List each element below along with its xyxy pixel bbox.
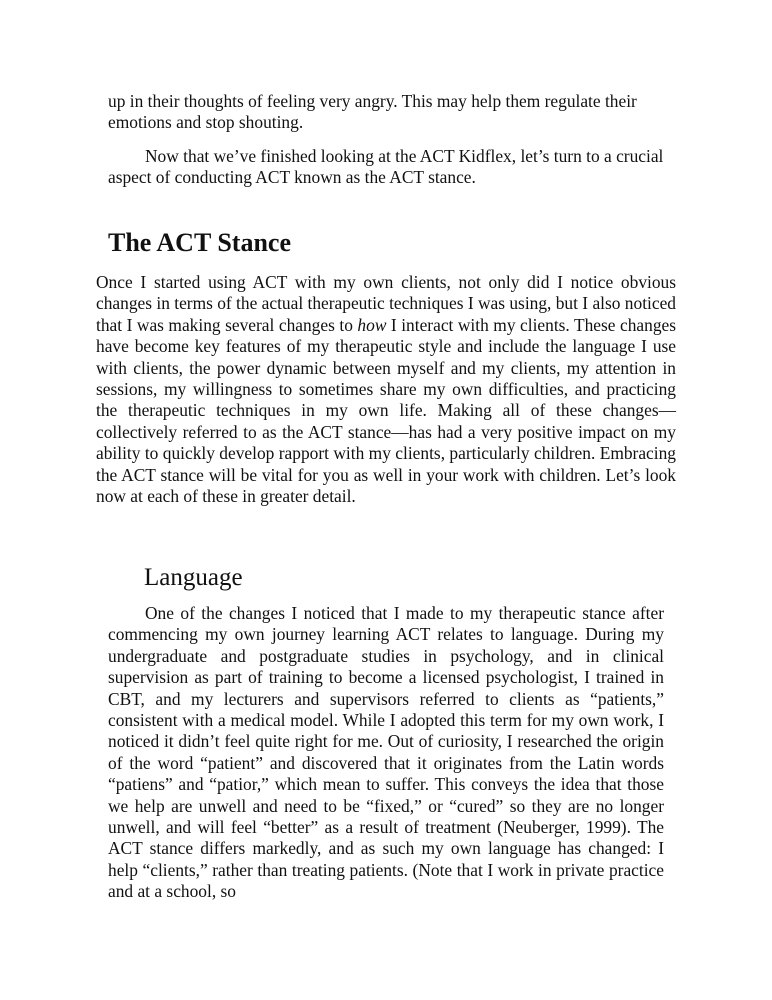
language-paragraph: One of the changes I noticed that I made to my therapeutic stance after commencing my own journey learning ACT relates to language. During my undergraduate and postgraduate studies in psychology, and in clinical supervision as part of training to become a licensed psychologist, I trained in CBT, and my lecturers and supervisors referred to clients as “patients,” consistent with a medical model. While I adopted this term for my own work, I noticed it didn’t feel quite right for me. Out of curiosity, I researched the origin of the word “patient” and discovered that it originates from the Latin words “patiens” and “patior,” which mean to suffer. This conveys the idea that those we help are unwell and need to be “fixed,” or “cured” so they are no longer unwell, and will feel “better” as a result of treatment (Neuberger, 1999). The ACT stance differs markedly, and as such my own language has changed: I help “clients,” rather than treating patients. (Note that I work in private practice and at a school, so: [108, 603, 664, 902]
intro-closing-paragraph: up in their thoughts of feeling very angry. This may help them regulate their emotions and stop shouting.: [108, 91, 637, 133]
act-stance-text-end: I interact with my clients. These changes have become key features of my therapeutic style and include the language I use with clients, the power dynamic between myself and my clients, my attention in sessions, my willingness to sometimes share my own difficulties, and practicing the therapeutic techniques in my own life. Making all of these changes—collectively referred to as the ACT stance—has had a very positive impact on my ability to quickly develop rapport with my clients, particularly children. Embracing the ACT stance will be vital for you as well in your work with children. Let’s look now at each of these in greater detail.: [96, 314, 677, 507]
section-heading-act-stance: The ACT Stance: [108, 228, 291, 257]
transition-paragraph: Now that we’ve finished looking at the ACT Kidflex, let’s turn to a crucial aspect of conducting ACT known as the ACT stance.: [108, 146, 664, 188]
act-stance-text-start: Once I started using ACT with my own clients, not only did I notice obvious changes in terms of the actual therapeutic techniques I was using, but I also noticed that I was making several changes to: [96, 272, 676, 335]
act-stance-paragraph: [96, 272, 676, 507]
emphasis-how: how: [357, 314, 387, 335]
subsection-heading-language: Language: [144, 564, 243, 591]
